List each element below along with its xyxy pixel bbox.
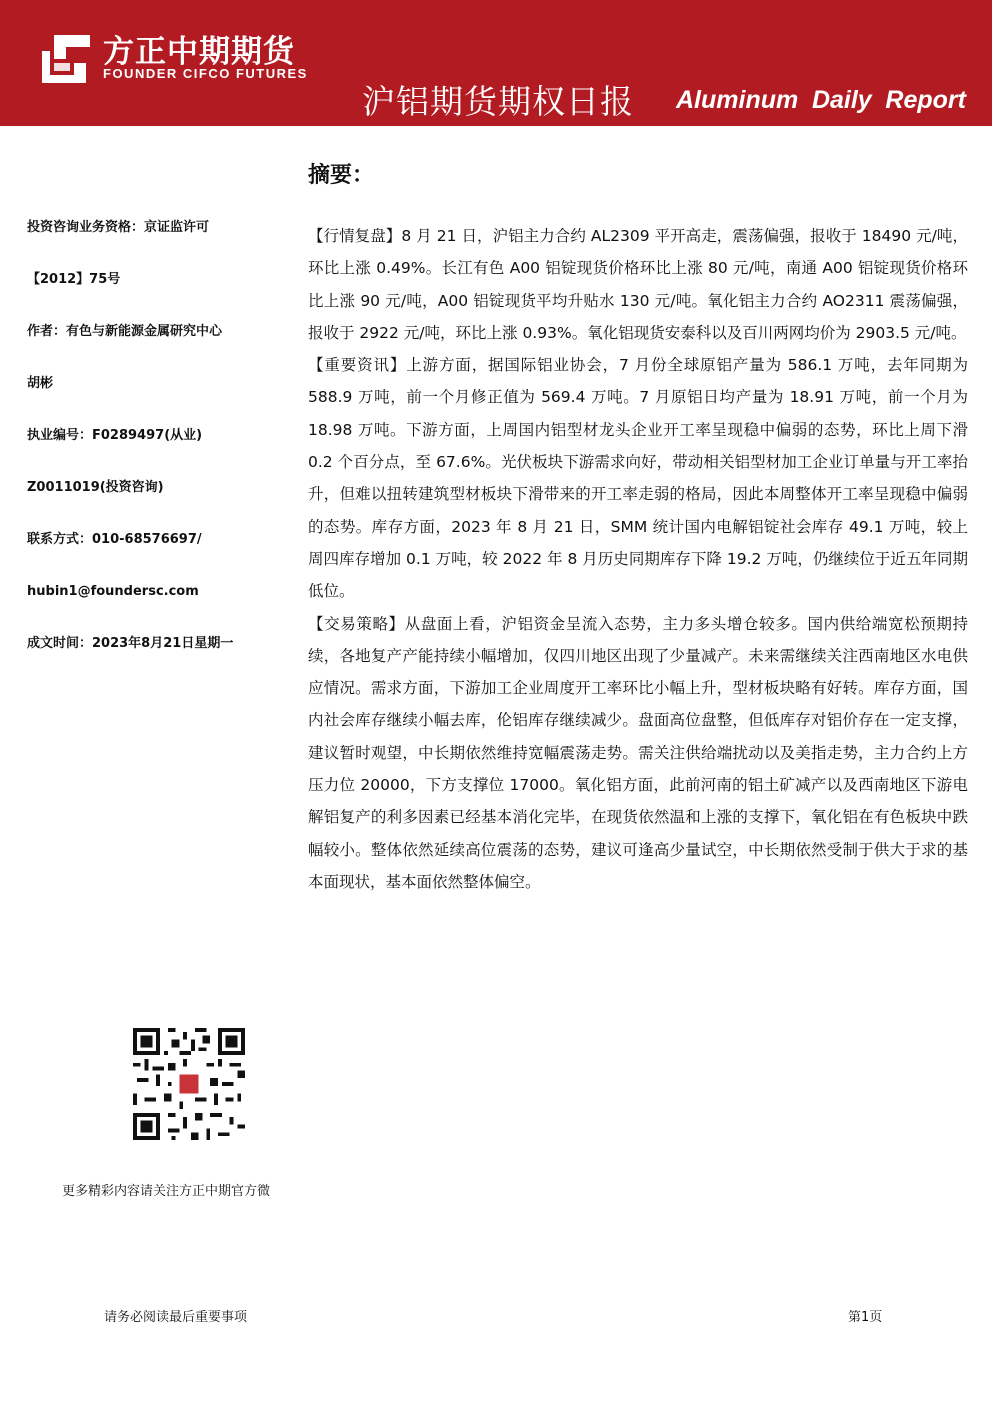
contact-phone: 联系方式：010-68576697/ [27, 532, 202, 547]
report-header [0, 0, 992, 126]
market-review-paragraph [308, 220, 968, 349]
practice-number: 执业编号：F0289497(从业) [27, 428, 203, 443]
paragraph-text: 从盘面上看，沪铝资金呈流入态势，主力多头增仓较多。国内供给端宽松预期持续，各地复产产能持续小幅增加，仅四川地区出现了少量减产。未来需继续关注西南地区水电供应情况。需求方面，下游加工企业周度开工率环比小幅上升，型材板块略有好转。库存方面，国内社会库存继续小幅去库，伦铝库存继续减少。盘面高位盘整，但低库存对铝价存在一定支撑，建议暂时观望，中长期依然维持宽幅震荡走势。需关注供给端扰动以及美指走势，主力合约上方压力位 20000，下方支撑位 17000。氧化铝方面，此前河南的铝土矿减产以及西南地区下游电解铝复产的利多因素已经基本消化完毕，在现货依然温和上涨的支撑下，氧化铝在有色板块中跌幅较小。整体依然延续高位震荡的态势，建议可逢高少量试空，中长期依然受制于供大于求的基本面现状，基本面依然整体偏空。 [308, 614, 968, 891]
summary-title: 摘要： [308, 163, 375, 188]
consult-number: Z0011019(投资咨询) [27, 480, 164, 495]
founder-logo-icon [40, 33, 92, 85]
page-number: 第1页 [848, 1310, 883, 1325]
report-title-en-word: Aluminum [676, 86, 799, 114]
brand-name-en: FOUNDER CIFCO FUTURES [103, 66, 308, 81]
qr-caption: 更多精彩内容请关注方正中期官方微 [62, 1184, 271, 1199]
report-title-en-word: Daily [811, 86, 872, 114]
contact-email[interactable]: hubin1@foundersc.com [27, 584, 199, 599]
license-line: 投资咨询业务资格：京证监许可 [27, 220, 210, 235]
summary-body [308, 220, 968, 898]
section-tag: 【重要资讯】 [308, 356, 407, 375]
paragraph-text: 上游方面，据国际铝业协会，7 月份全球原铝产量为 586.1 万吨，去年同期为 588.9 万吨，前一个月修正值为 569.4 万吨。7 月原铝日均产量为 18.91 万吨，前一个月为 18.98 万吨。下游方面，上周国内铝型材龙头企业开工率呈现稳中偏弱的态势，环比上周下滑 0.2 个百分点，至 67.6%。光伏板块下游需求向好，带动相关铝型材加工企业订单量与开工率抬升，但难以扭转建筑型材板块下滑带来的开工率走弱的格局，因此本周整体开工率呈现稳中偏弱的态势。库存方面，2023 年 8 月 21 日，SMM 统计国内电解铝锭社会库存 49.1 万吨，较上周四库存增加 0.1 万吨，较 2022 年 8 月历史同期库存下降 19.2 万吨，仍继续位于近五年同期低位。 [308, 356, 968, 601]
qr-code-icon [133, 1028, 245, 1140]
author-sidebar [27, 218, 292, 686]
report-title-en-word: Report [885, 86, 966, 114]
report-title-cn: 沪铝期货期权日报 [362, 82, 634, 121]
author-dept: 作者：有色与新能源金属研究中心 [27, 324, 223, 339]
strategy-paragraph [308, 608, 968, 899]
publish-date: 成文时间：2023年8月21日星期一 [27, 636, 234, 651]
report-title-en [676, 86, 966, 115]
license-number: 【2012】75号 [27, 272, 121, 287]
footer-disclaimer: 请务必阅读最后重要事项 [104, 1310, 248, 1325]
brand-name-cn: 方正中期期货 [103, 34, 295, 70]
key-news-paragraph [308, 349, 968, 607]
section-tag: 【交易策略】 [308, 614, 405, 633]
paragraph-text: 8 月 21 日，沪铝主力合约 AL2309 平开高走，震荡偏强，报收于 18490 元/吨，环比上涨 0.49%。长江有色 A00 铝锭现货价格环比上涨 80 元/吨，南通 A00 铝锭现货价格环比上涨 90 元/吨，A00 铝锭现货平均升贴水 130 元/吨。氧化铝主力合约 AO2311 震荡偏强，报收于 2922 元/吨，环比上涨 0.93%。氧化铝现货安泰科以及百川两网均价为 2903.5 元/吨。 [308, 227, 968, 342]
section-tag: 【行情复盘】 [308, 227, 402, 245]
author-name: 胡彬 [27, 376, 54, 391]
